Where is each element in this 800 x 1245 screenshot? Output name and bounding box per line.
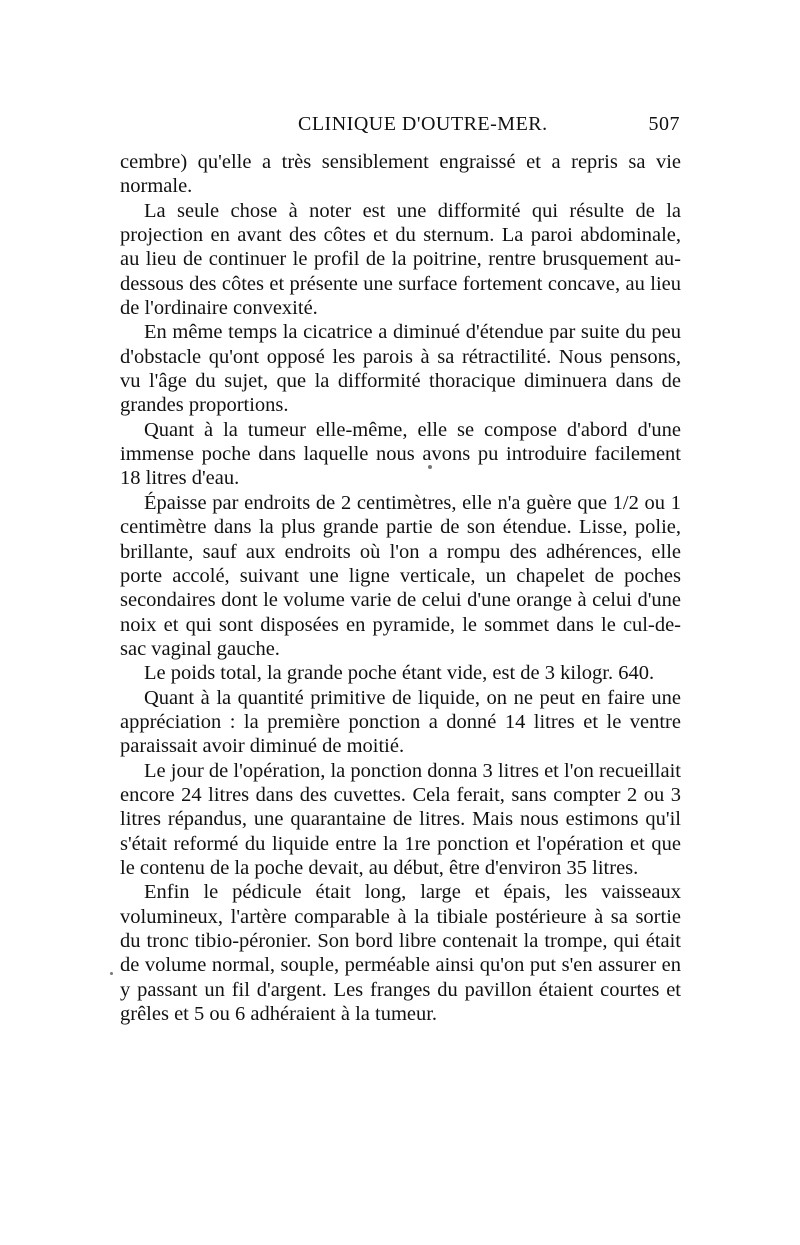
body-text bbox=[120, 150, 681, 1026]
paragraph: La seule chose à noter est une difformité qui résulte de la projection en avant des côtes et du sternum. La paroi abdominale, au lieu de continuer le profil de la poitrine, rentre brusquement au-dessous des côtes et présente une surface fortement concave, au lieu de l'ordinaire convexité. bbox=[120, 199, 681, 320]
page-number: 507 bbox=[648, 113, 680, 135]
ink-speck bbox=[110, 972, 113, 975]
paragraph-continuation: cembre) qu'elle a très sensiblement engraissé et a repris sa vie normale. bbox=[120, 151, 681, 198]
ink-speck bbox=[428, 465, 432, 469]
paragraph: Le jour de l'opération, la ponction donna 3 litres et l'on recueillait encore 24 litres dans des cuvettes. Cela ferait, sans compter 2 ou 3 litres répandus, une quarantaine de litres. Mais nous estimons qu'il s'était reformé du liquide entre la 1re ponction et l'opération et que le contenu de la poche devait, au début, être d'environ 35 litres. bbox=[120, 759, 681, 879]
paragraph: Épaisse par endroits de 2 centimètres, elle n'a guère que 1/2 ou 1 centimètre dans la plus grande partie de son étendue. Lisse, polie, brillante, sauf aux endroits où l'on a rompu des adhérences, elle porte accolé, suivant une ligne verticale, un chapelet de poches secondaires dont le volume varie de celui d'une orange à celui d'une noix et qui sont disposées en pyramide, le sommet dans le cul-de-sac vaginal gauche. bbox=[120, 491, 681, 660]
running-title: CLINIQUE D'OUTRE-MER. bbox=[298, 113, 548, 135]
paragraph: En même temps la cicatrice a diminué d'étendue par suite du peu d'obstacle qu'ont opposé les parois à sa rétractilité. Nous pensons, vu l'âge du sujet, que la difformité thoracique diminuera dans de grandes proportions. bbox=[120, 321, 681, 417]
paragraph: Quant à la quantité primitive de liquide, on ne peut en faire une appréciation : la première ponction a donné 14 litres et le ventre paraissait avoir diminué de moitié. bbox=[120, 686, 681, 758]
paragraph: Quant à la tumeur elle-même, elle se compose d'abord d'une immense poche dans laquelle nous avons pu introduire facilement 18 litres d'eau. bbox=[120, 418, 681, 490]
paragraph: Enfin le pédicule était long, large et épais, les vaisseaux volumineux, l'artère comparable à la tibiale postérieure à sa sortie du tronc tibio-péronier. Son bord libre contenait la trompe, qui était de volume normal, souple, perméable ainsi qu'on put s'en assurer en y passant un fil d'argent. Les franges du pavillon étaient courtes et grêles et 5 ou 6 adhéraient à la tumeur. bbox=[120, 881, 681, 1026]
running-head bbox=[120, 113, 680, 143]
paragraph: Le poids total, la grande poche étant vide, est de 3 kilogr. 640. bbox=[144, 662, 655, 685]
